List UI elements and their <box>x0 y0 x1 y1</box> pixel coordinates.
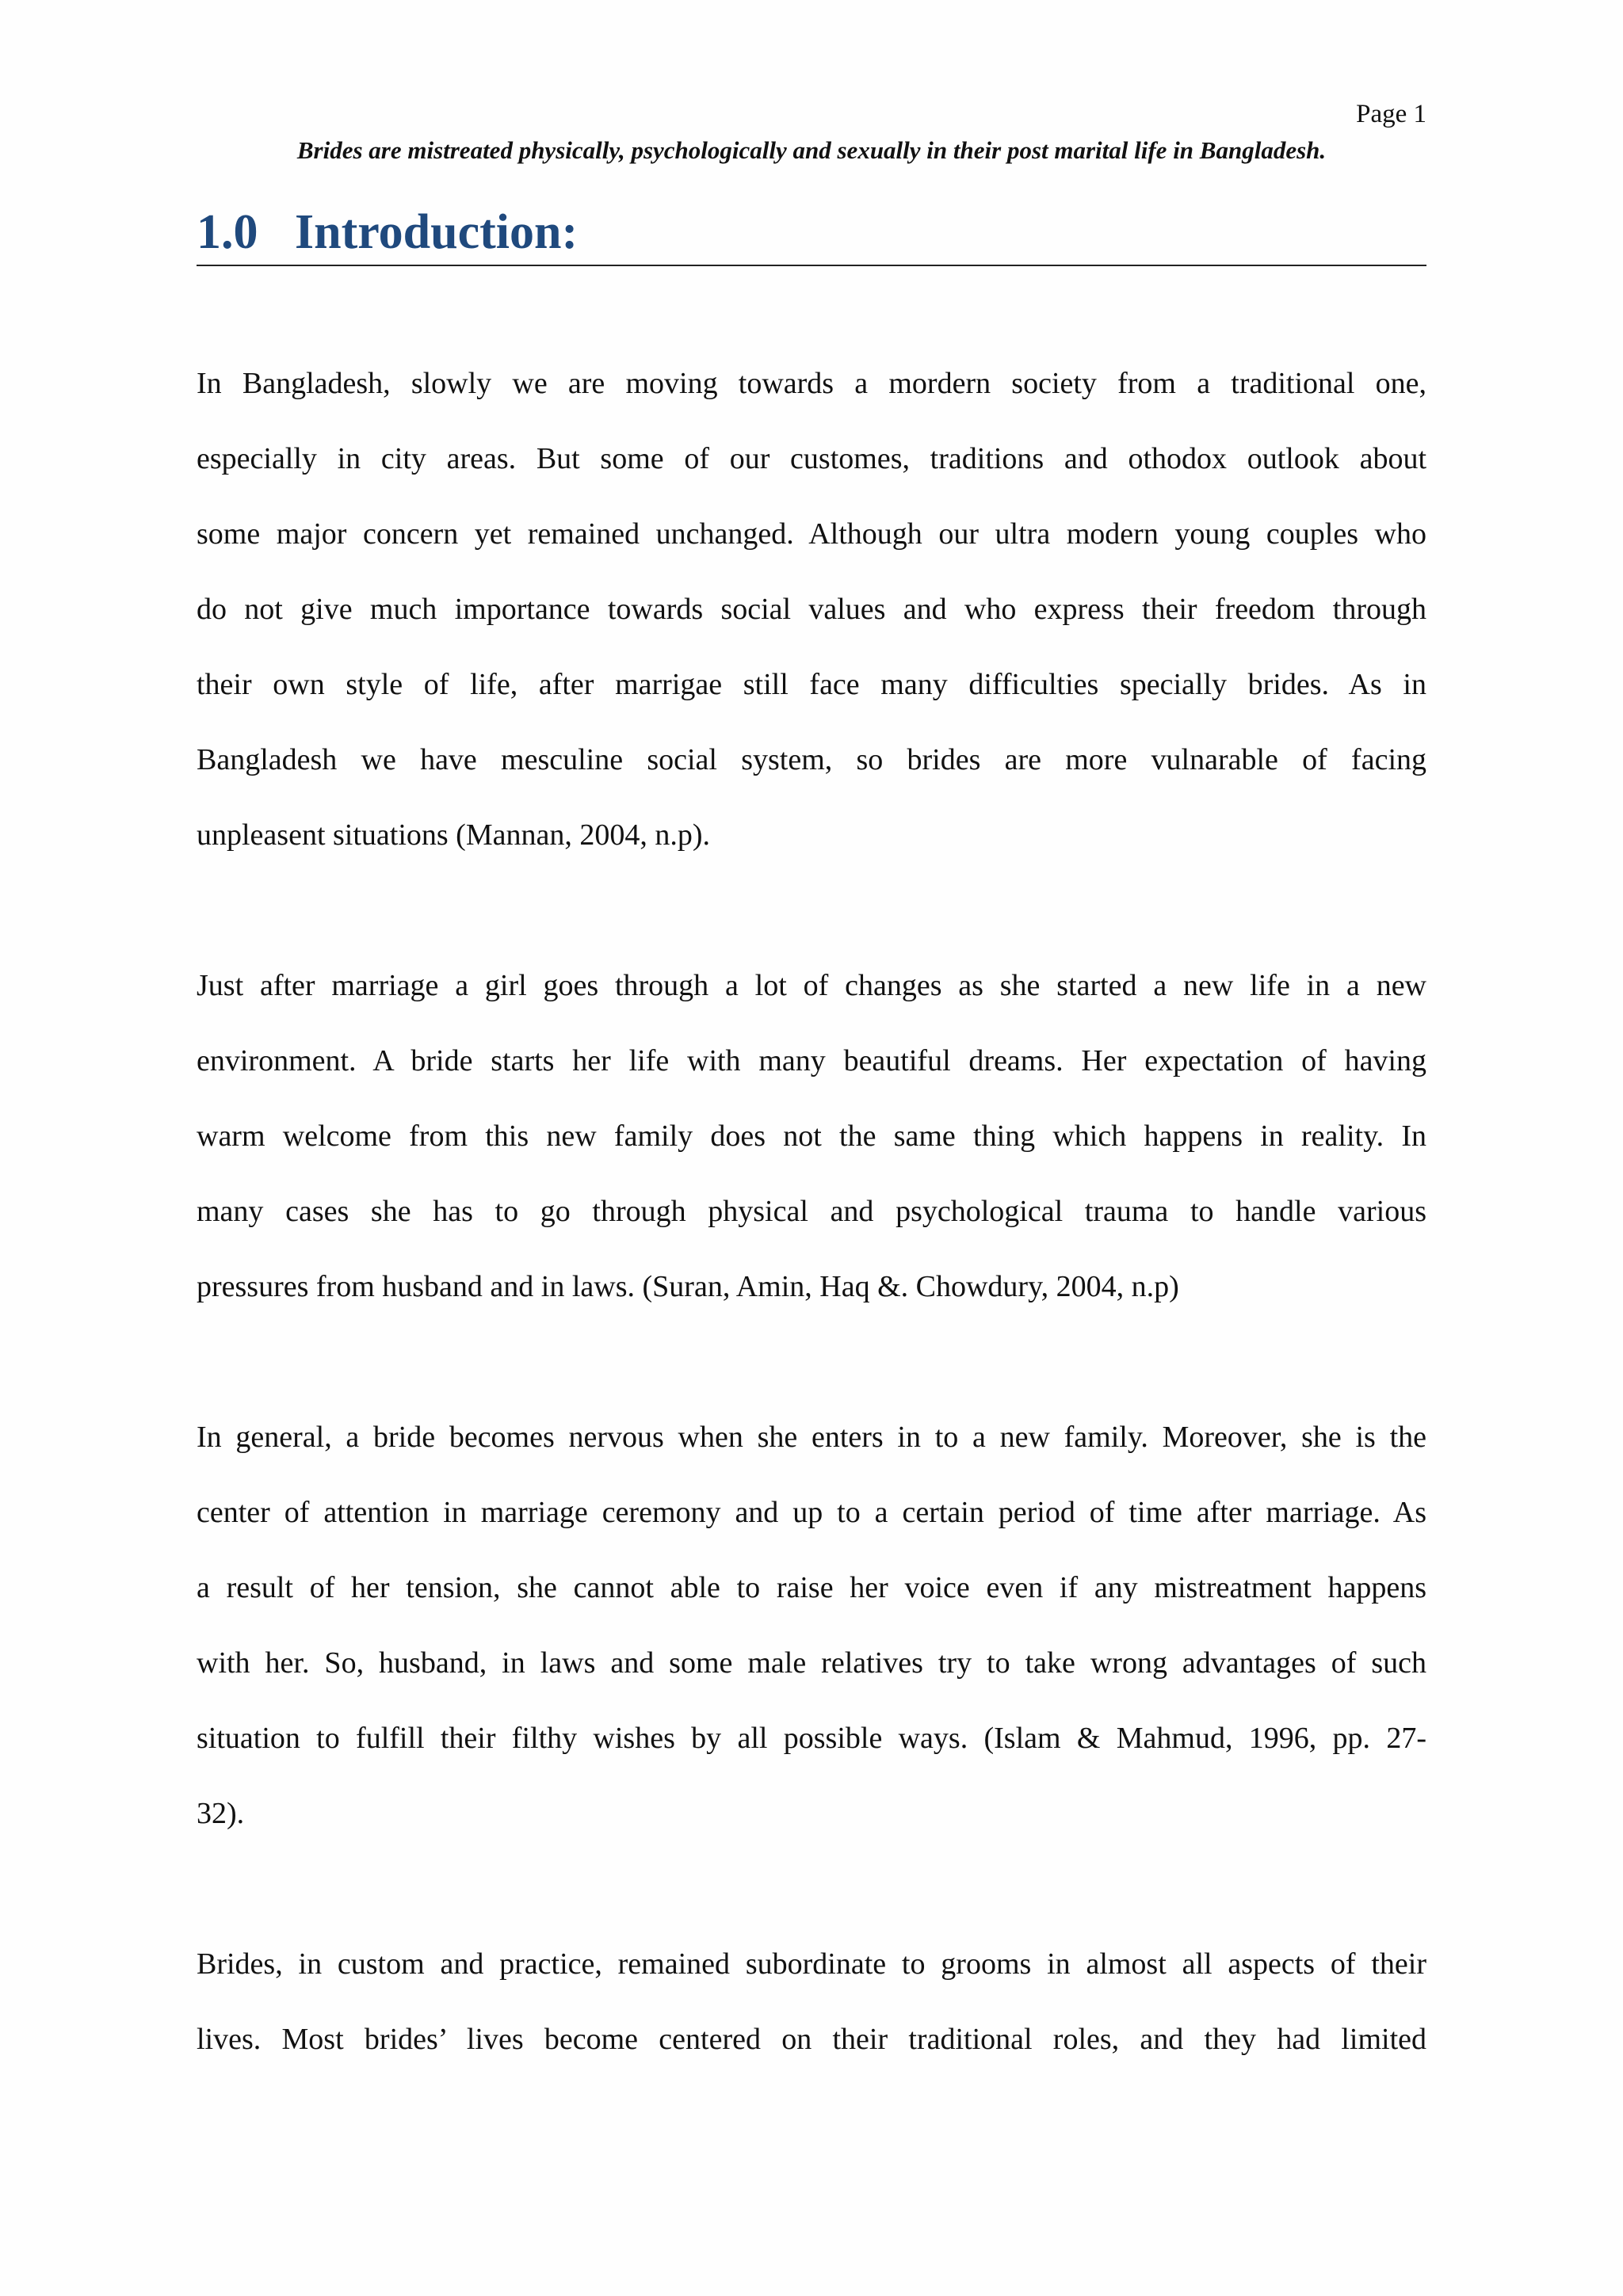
paragraph-line: 32). <box>197 1797 245 1830</box>
paragraph-line: center of attention in marriage ceremony and up to a certain period of time after marriage. As <box>197 1496 1426 1529</box>
paragraph-line: In Bangladesh, slowly we are moving towards a mordern society from a traditional one, <box>197 367 1426 400</box>
paragraph-line: Just after marriage a girl goes through a lot of changes as she started a new life in a new <box>197 969 1426 1002</box>
paragraph-line: Bangladesh we have mesculine social system, so brides are more vulnarable of facing <box>197 743 1426 776</box>
paragraph-line: with her. So, husband, in laws and some male relatives try to take wrong advantages of such <box>197 1646 1426 1680</box>
paragraph-4 <box>197 1927 1426 2077</box>
paragraph-line: In general, a bride becomes nervous when she enters in to a new family. Moreover, she is the <box>197 1421 1426 1454</box>
paragraph-line: do not give much importance towards social values and who express their freedom through <box>197 593 1426 626</box>
paragraph-line: a result of her tension, she cannot able to raise her voice even if any mistreatment happens <box>197 1571 1426 1604</box>
section-heading <box>197 203 1426 266</box>
paragraph-1 <box>197 346 1426 873</box>
paragraph-line: Brides, in custom and practice, remained subordinate to grooms in almost all aspects of their <box>197 1947 1426 1981</box>
paragraph-line: many cases she has to go through physical and psychological trauma to handle various <box>197 1195 1426 1228</box>
paragraph-3 <box>197 1400 1426 1852</box>
section-number: 1.0 <box>197 205 258 259</box>
paragraph-2 <box>197 948 1426 1325</box>
paragraph-line: warm welcome from this new family does not the same thing which happens in reality. In <box>197 1119 1426 1153</box>
paragraph-line: their own style of life, after marrigae still face many difficulties specially brides. As in <box>197 668 1426 701</box>
paragraph-line: pressures from husband and in laws. (Suran, Amin, Haq &. Chowdury, 2004, n.p) <box>197 1270 1179 1303</box>
section-title: Introduction: <box>295 205 579 259</box>
paragraph-line: unpleasent situations (Mannan, 2004, n.p). <box>197 818 711 852</box>
page-number: Page 1 <box>1356 100 1426 128</box>
paragraph-line: lives. Most brides’ lives become centered on their traditional roles, and they had limited <box>197 2023 1426 2056</box>
paragraph-line: especially in city areas. But some of our customes, traditions and othodox outlook about <box>197 442 1426 475</box>
body-text <box>197 346 1426 2153</box>
paragraph-line: some major concern yet remained unchanged. Although our ultra modern young couples who <box>197 517 1426 551</box>
paragraph-line: situation to fulfill their filthy wishes by all possible ways. (Islam & Mahmud, 1996, pp. 27- <box>197 1722 1426 1755</box>
running-header: Brides are mistreated physically, psychologically and sexually in their post marital life in Bangladesh. <box>296 136 1327 164</box>
paragraph-line: environment. A bride starts her life with many beautiful dreams. Her expectation of having <box>197 1044 1426 1077</box>
